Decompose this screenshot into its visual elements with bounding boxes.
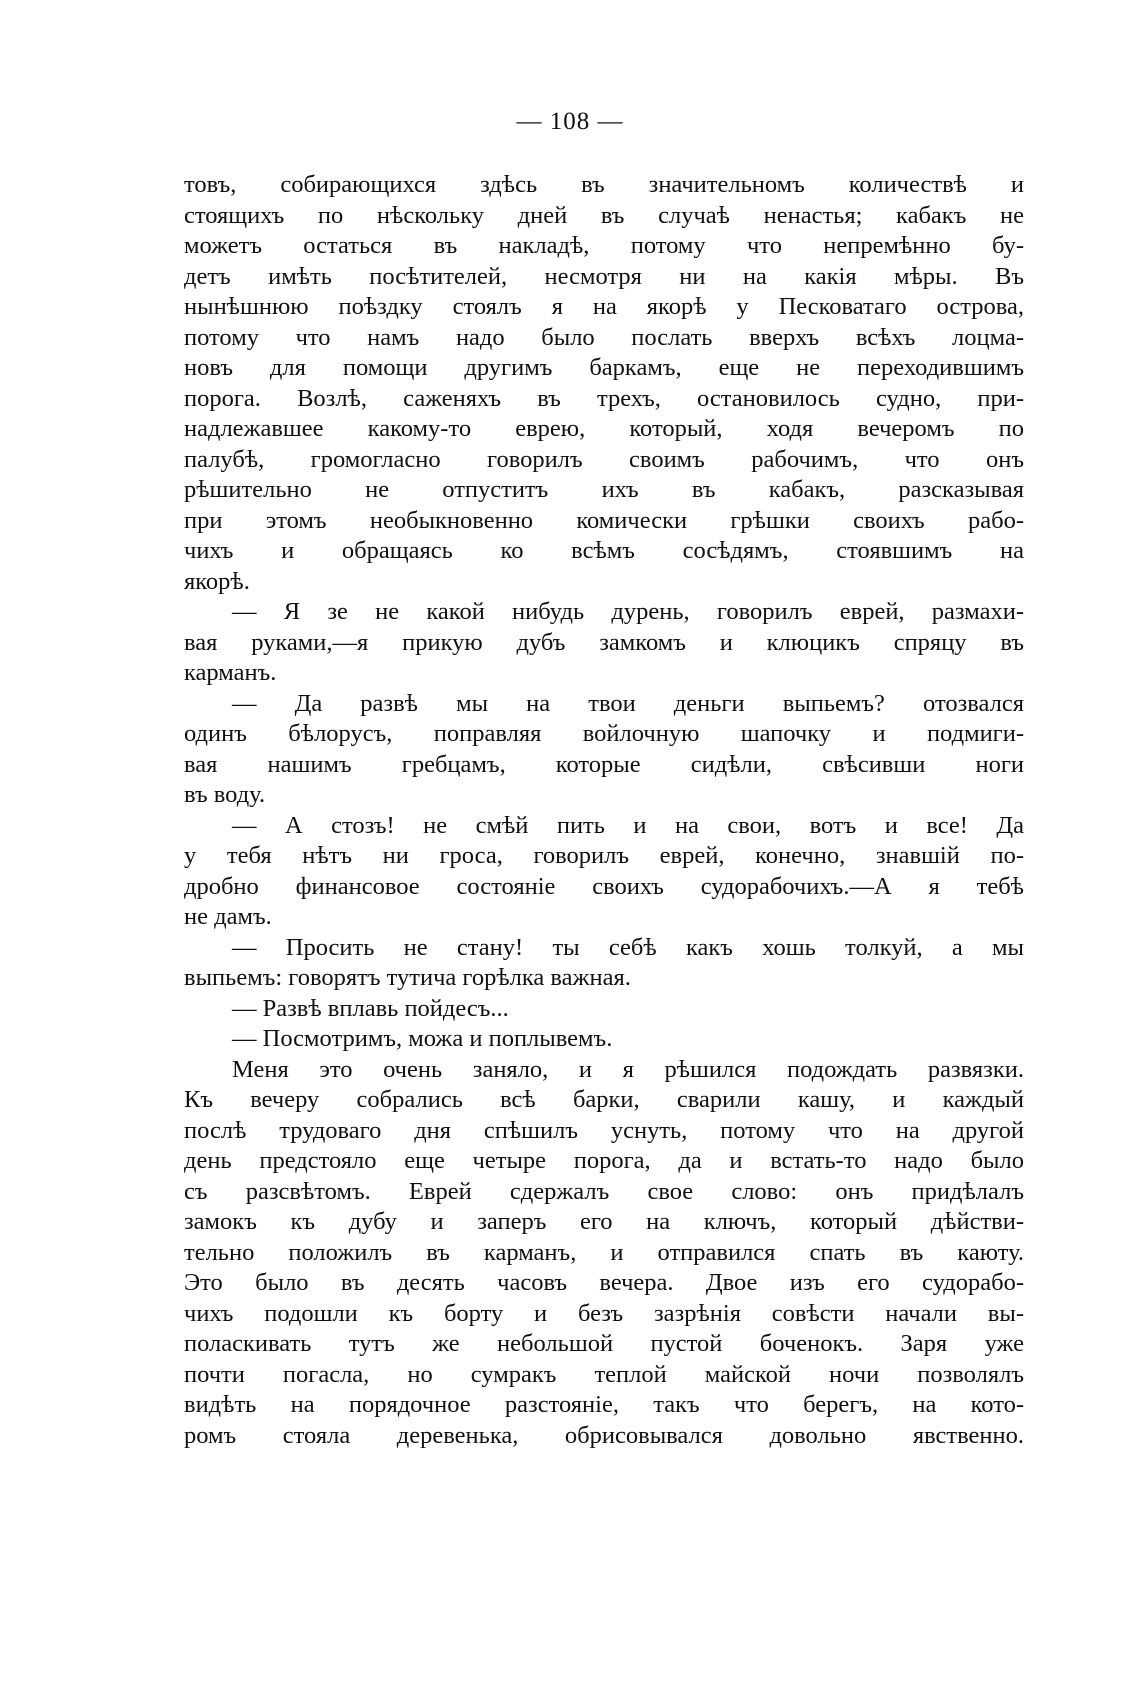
text-line: — Просить не стану! ты себѣ какъ хошь толкуй, а мы [232,933,1024,961]
text-line: одинъ бѣлорусъ, поправляя войлочную шапочку и подмиги- [184,720,1024,747]
text-line: — А стозъ! не смѣй пить и на свои, вотъ и все! Да [232,811,1024,839]
text-line: не дамъ. [184,903,272,930]
text-line: новъ для помощи другимъ баркамъ, еще не переходившимъ [184,354,1024,381]
text-line: при этомъ необыкновенно комически грѣшки своихъ рабо- [184,506,1024,534]
paragraph [184,1024,1024,1055]
text-line: Меня это очень заняло, и я рѣшился подождать развязки. [232,1055,1024,1083]
text-line: стоящихъ по нѣскольку дней въ случаѣ ненастья; кабакъ не [184,201,1024,229]
text-line: палубѣ, громогласно говорилъ своимъ рабочимъ, что онъ [184,445,1024,473]
text-line: нынѣшнюю поѣздку стоялъ я на якорѣ у Песковатаго острова, [184,293,1024,320]
text-line: — Я зе не какой нибудь дурень, говорилъ еврей, размахи- [232,598,1024,625]
text-line: — Да развѣ мы на твои деньги выпьемъ? отозвался [232,689,1024,717]
text-line: ромъ стояла деревенька, обрисовывался довольно явственно. [184,1421,1024,1449]
text-line: вая руками,—я прикую дубъ замкомъ и клюцикъ спряцу въ [184,628,1024,656]
paragraph [184,933,1024,994]
text-line: поласкивать тутъ же небольшой пустой боченокъ. Заря уже [184,1330,1024,1357]
text-line: Къ вечеру собрались всѣ барки, сварили кашу, и каждый [184,1086,1024,1113]
text-line: видѣть на порядочное разстояніе, такъ что берегъ, на кото- [184,1391,1024,1418]
text-line: можетъ остаться въ накладѣ, потому что непремѣнно бу- [184,232,1024,259]
text-line: чихъ подошли къ борту и безъ зазрѣнія совѣсти начали вы- [184,1299,1024,1327]
paragraph [184,994,1024,1025]
text-line: съ разсвѣтомъ. Еврей сдержалъ свое слово: онъ придѣлалъ [184,1177,1024,1205]
text-line: замокъ къ дубу и заперъ его на ключъ, который дѣйстви- [184,1208,1024,1235]
text-line: чихъ и обращаясь ко всѣмъ сосѣдямъ, стоявшимъ на [184,537,1024,564]
body-text [184,170,1024,1451]
text-line: въ воду. [184,781,266,808]
text-line: товъ, собирающихся здѣсь въ значительномъ количествѣ и [184,171,1024,198]
text-line: якорѣ. [184,567,250,595]
text-line: — Посмотримъ, можа и поплывемъ. [232,1025,613,1052]
paragraph [184,1055,1024,1452]
text-line: послѣ трудоваго дня спѣшилъ уснуть, потому что на другой [184,1116,1024,1144]
text-line: выпьемъ: говорятъ тутича горѣлка важная. [184,964,631,991]
text-line: вая нашимъ гребцамъ, которые сидѣли, свѣсивши ноги [184,750,1024,778]
text-line: Это было въ десять часовъ вечера. Двое изъ его судорабо- [184,1269,1024,1296]
text-line: тельно положилъ въ карманъ, и отправился спать въ каюту. [184,1238,1024,1266]
text-line: надлежавшее какому-то еврею, который, ходя вечеромъ по [184,415,1024,442]
paragraph [184,170,1024,597]
text-line: рѣшительно не отпуститъ ихъ въ кабакъ, разсказывая [184,476,1024,503]
paragraph [184,597,1024,689]
text-line: — Развѣ вплавь пойдесъ... [232,994,509,1022]
page-number: — 108 — [516,108,624,135]
text-line: карманъ. [184,659,277,686]
text-line: порога. Возлѣ, саженяхъ въ трехъ, остановилось судно, при- [184,384,1024,412]
text-line: день предстояло еще четыре порога, да и встать-то надо было [184,1147,1024,1174]
text-line: дробно финансовое состояніе своихъ судорабочихъ.—А я тебѣ [184,872,1024,900]
text-line: почти погасла, но сумракъ теплой майской ночи позволялъ [184,1360,1024,1388]
text-line: у тебя нѣтъ ни гроса, говорилъ еврей, конечно, знавшій по- [184,842,1024,869]
paragraph [184,811,1024,933]
text-line: детъ имѣть посѣтителей, несмотря ни на какія мѣры. Въ [184,262,1024,290]
paragraph [184,689,1024,811]
text-line: потому что намъ надо было послать вверхъ всѣхъ лоцма- [184,323,1024,351]
